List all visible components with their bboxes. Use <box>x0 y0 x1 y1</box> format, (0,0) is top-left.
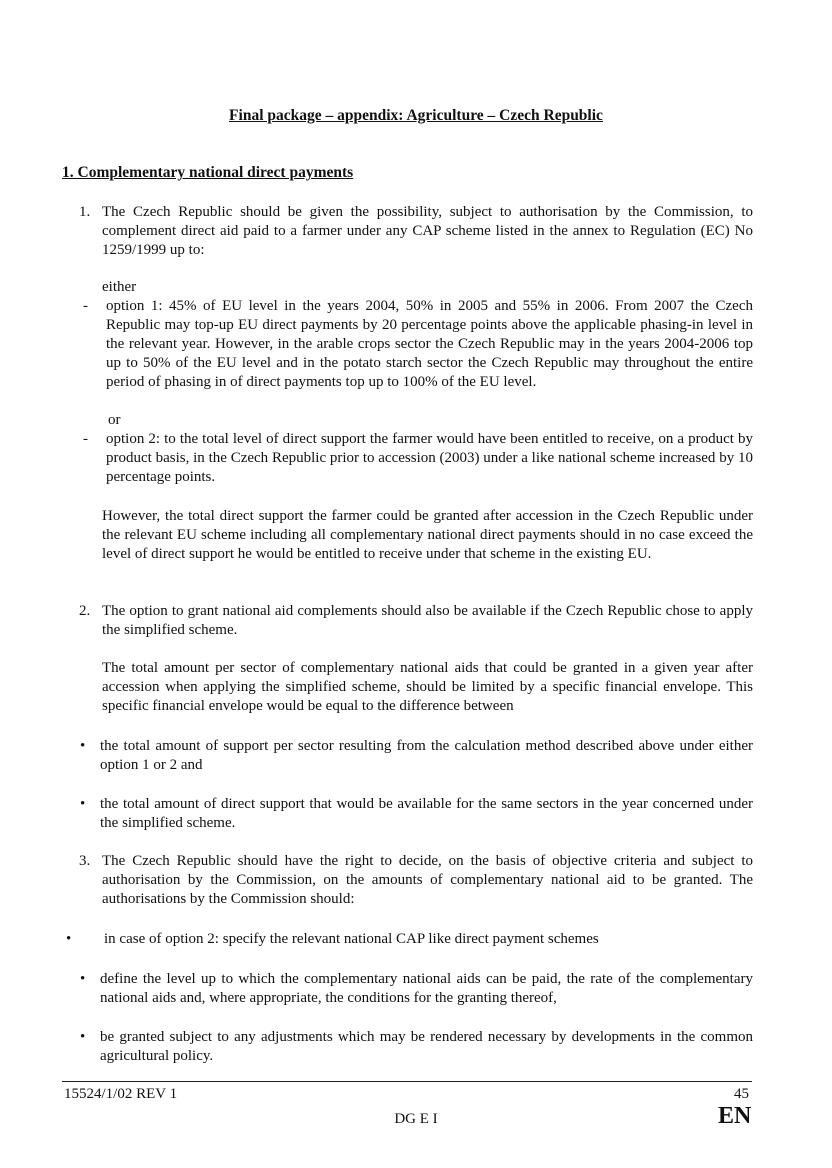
language-code: EN <box>718 1103 752 1129</box>
item-2-bullet-2: the total amount of direct support that would be available for the same sectors in the year concerned under the simplified scheme. <box>100 796 753 831</box>
document-reference: 15524/1/02 REV 1 <box>64 1086 178 1102</box>
either-label: either <box>102 279 137 295</box>
item-1-number: 1. <box>79 204 91 220</box>
item-3-bullet-1: in case of option 2: specify the relevant national CAP like direct payment schemes <box>104 931 599 947</box>
item-2-text: The option to grant national aid complements should also be available if the Czech Republic chose to apply the simplified scheme. <box>102 603 753 638</box>
directorate-label: DG E I <box>394 1111 438 1127</box>
bullet-marker: • <box>80 971 86 987</box>
page-title: Final package – appendix: Agriculture – Czech Republic <box>229 107 603 124</box>
page-number: 45 <box>734 1086 749 1102</box>
or-label: or <box>108 412 121 428</box>
bullet-marker: • <box>80 738 86 754</box>
bullet-marker: • <box>80 1029 86 1045</box>
item-1-text: The Czech Republic should be given the possibility, subject to authorisation by the Commission, to complement direct aid paid to a farmer under any CAP scheme listed in the annex to Regulation (EC) No 1259/1999 up to: <box>102 204 753 258</box>
footer-divider <box>62 1081 752 1082</box>
bullet-marker: • <box>66 931 72 947</box>
however-paragraph: However, the total direct support the farmer could be granted after accession in the Czech Republic under the relevant EU scheme including all complementary national direct payments should in no case exceed the level of direct support he would be entitled to receive under that scheme in the existing EU. <box>102 508 753 562</box>
item-2-paragraph: The total amount per sector of complementary national aids that could be granted in a given year after accession when applying the simplified scheme, should be limited by a specific financial envelope. This specific financial envelope would be equal to the difference between <box>102 660 753 714</box>
item-3-bullet-3: be granted subject to any adjustments which may be rendered necessary by developments in the common agricultural policy. <box>100 1029 753 1064</box>
option-2-text: option 2: to the total level of direct support the farmer would have been entitled to receive, on a product by product basis, in the Czech Republic prior to accession (2003) under a like national scheme increased by 10 percentage points. <box>106 431 753 485</box>
option-1-marker: - <box>83 298 88 314</box>
item-3-number: 3. <box>79 853 91 869</box>
option-2-marker: - <box>83 431 88 447</box>
option-1-text: option 1: 45% of EU level in the years 2004, 50% in 2005 and 55% in 2006. From 2007 the Czech Republic may top-up EU direct payments by 20 percentage points above the applicable phasing-in level in the relevant year. However, in the arable crops sector the Czech Republic may in the years 2004-2006 top up to 50% of the EU level and in the potato starch sector the Czech Republic may throughout the entire period of phasing in of direct payments top up to 100% of the EU level. <box>106 298 753 390</box>
item-2-number: 2. <box>79 603 91 619</box>
item-3-text: The Czech Republic should have the right to decide, on the basis of objective criteria and subject to authorisation by the Commission, on the amounts of complementary national aid to be granted. The authorisations by the Commission should: <box>102 853 753 907</box>
item-2-bullet-1: the total amount of support per sector resulting from the calculation method described above under either option 1 or 2 and <box>100 738 753 773</box>
bullet-marker: • <box>80 796 86 812</box>
section-heading: 1. Complementary national direct payments <box>62 164 354 181</box>
item-3-bullet-2: define the level up to which the complementary national aids can be paid, the rate of the complementary national aids and, where appropriate, the conditions for the granting thereof, <box>100 971 753 1006</box>
